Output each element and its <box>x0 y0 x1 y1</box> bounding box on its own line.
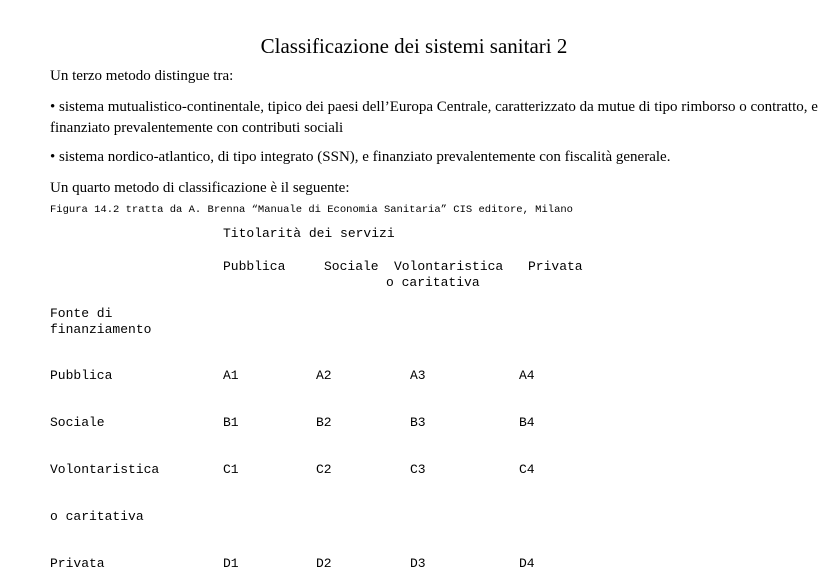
bullet-nordic: • sistema nordico-atlantico, di tipo integrato (SSN), e finanziato prevalentemente con fiscalità generale. <box>50 149 671 165</box>
row-group-header: Fonte di <box>50 306 113 321</box>
col-header-volontaristica: Volontaristica <box>394 259 504 274</box>
table-cell: B3 <box>410 415 426 430</box>
table-cell: D4 <box>519 556 535 571</box>
table-cell: D1 <box>223 556 239 571</box>
bullet-mutualistic: • sistema mutualistico-continentale, tipico dei paesi dell’Europa Centrale, caratterizzato da mutue di tipo rimborso o contratto, e finanziato prevalentemente con contributi sociali <box>50 99 818 136</box>
table-cell: A1 <box>223 368 239 383</box>
table-cell: A2 <box>316 368 332 383</box>
table-cell: C3 <box>410 462 426 477</box>
table-cell: D3 <box>410 556 426 571</box>
col-header-sociale: Sociale <box>324 259 379 274</box>
table-cell: B4 <box>519 415 535 430</box>
row-label-sociale: Sociale <box>50 415 105 430</box>
row-label-caritativa: o caritativa <box>50 509 144 524</box>
table-cell: A4 <box>519 368 535 383</box>
row-label-pubblica: Pubblica <box>50 368 113 383</box>
table-cell: C4 <box>519 462 535 477</box>
intro-text: Un terzo metodo distingue tra: <box>50 68 234 84</box>
col-header-volontaristica-sub: o caritativa <box>386 275 480 290</box>
table-cell: C1 <box>223 462 239 477</box>
row-label-volontaristica: Volontaristica <box>50 462 160 477</box>
table-cell: B1 <box>223 415 239 430</box>
figure-caption: Figura 14.2 tratta da A. Brenna “Manuale di Economia Sanitaria” CIS editore, Milano <box>50 204 573 216</box>
slide-title: Classificazione dei sistemi sanitari 2 <box>260 34 568 58</box>
table-cell: D2 <box>316 556 332 571</box>
table-cell: A3 <box>410 368 426 383</box>
table-cell: C2 <box>316 462 332 477</box>
table-cell: B2 <box>316 415 332 430</box>
row-label-privata: Privata <box>50 556 105 571</box>
row-group-header-line2: finanziamento <box>50 322 152 337</box>
fourth-method-text: Un quarto metodo di classificazione è il seguente: <box>50 180 350 196</box>
col-header-pubblica: Pubblica <box>223 259 286 274</box>
col-group-header: Titolarità dei servizi <box>223 226 395 241</box>
col-header-privata: Privata <box>528 259 583 274</box>
